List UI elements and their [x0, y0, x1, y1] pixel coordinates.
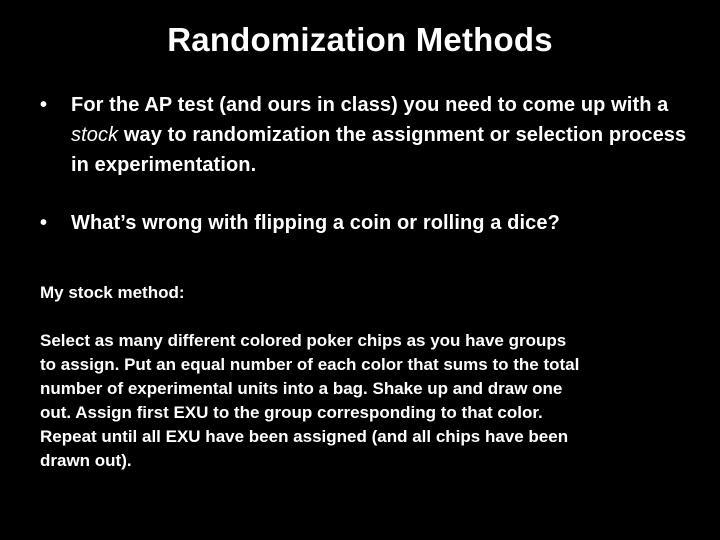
bullet-item-1: [40, 90, 700, 180]
bullet-2-text: What’s wrong with flipping a coin or rolling a dice?: [71, 212, 560, 234]
bullet-1-text-after: way to randomization the assignment or selection process in experimentation.: [71, 124, 687, 176]
bullet-item-2: [40, 208, 700, 238]
stock-method-label: My stock method:: [40, 283, 185, 302]
bullet-list: [40, 90, 700, 238]
bullet-dot-icon: •: [40, 94, 48, 116]
bullet-1-emphasis: stock: [71, 124, 119, 146]
bullet-1-text-before: For the AP test (and ours in class) you need to come up with a: [71, 94, 669, 116]
bullet-dot-icon: •: [40, 212, 48, 234]
stock-method-text: Select as many different colored poker chips as you have groups to assign. Put an equal number of each color that sums to the total number of experimental units into a bag. Shake up and draw one out. Assign first EXU to the group corresponding to that color. Repeat until all EXU have been assigned (and all chips have been drawn out).: [40, 331, 580, 470]
slide-title: Randomization Methods: [167, 21, 553, 58]
